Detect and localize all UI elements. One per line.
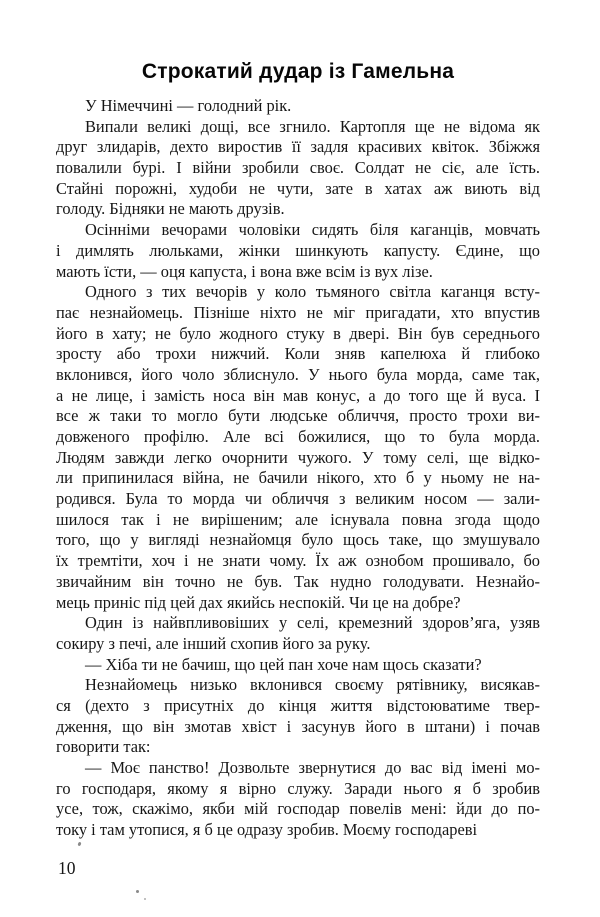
paragraph	[56, 96, 540, 117]
text-line: мають їсти, — оця капуста, і вона вже всім із вух лізе.	[56, 261, 433, 281]
text-line: Незнайомець низько вклонився своєму рятівнику, висякав-	[85, 675, 540, 695]
paragraph	[56, 675, 540, 758]
text-line: їх тремтіти, хоч і не знати чому. Їх аж ознобом прошивало, бо	[56, 551, 540, 571]
text-line: дження, що він змотав хвіст і засунув його в штани) і почав	[56, 716, 540, 736]
scan-speck	[77, 842, 81, 847]
text-line: повалили бурі. І війни зробили своє. Солдат не сіє, але їсть.	[56, 158, 540, 178]
text-line: зросту або трохи нижчий. Коли зняв капелюха й глибоко	[56, 344, 540, 364]
paragraph	[56, 655, 540, 676]
paragraph	[56, 220, 540, 282]
text-line: — Хіба ти не бачиш, що цей пан хоче нам щось сказати?	[85, 654, 482, 674]
text-line: його в хату; не було жодного стуку в двері. Він був середнього	[56, 323, 540, 343]
scan-speck	[136, 890, 139, 893]
paragraph	[56, 282, 540, 613]
text-line: — Моє панство! Дозвольте звернутися до вас від імені мо-	[85, 758, 540, 777]
text-line: друг злидарів, дехто виростив її задля красивих квіток. Збіжжя	[56, 137, 540, 157]
text-line: довженого профілю. Але всі божилися, що то була морда.	[56, 427, 540, 446]
text-line: усе, тож, скажімо, якби мій господар повелів мені: йди до по-	[56, 799, 540, 819]
text-line: родився. Була то морда чи обличчя з великим носом — зали-	[56, 489, 540, 509]
text-line: ли припинилася війна, не бачили нікого, хто б у ньому не на-	[56, 468, 540, 488]
text-line: говорити так:	[56, 737, 151, 757]
text-line: Один із найвпливовіших у селі, кремезний здоров’яга, узяв	[85, 613, 540, 633]
text-line: того, що у вигляді незнайомця було щось таке, що змушувало	[56, 530, 540, 550]
text-line: Осінніми вечорами чоловіки сидять біля каганців, мовчать	[85, 220, 540, 240]
paragraph	[56, 613, 540, 654]
text-line: току і там утопися, я б це одразу зробив. Моєму господареві	[56, 820, 478, 840]
text-line: вклонився, його чоло зблиснуло. У нього була морда, саме так,	[56, 364, 540, 384]
paragraph	[56, 758, 540, 841]
text-line: і димлять люльками, жінки шинкують капусту. Єдине, що	[56, 240, 540, 260]
text-line: Стайні порожні, худоби не чути, зате в хатах аж виють від	[56, 178, 540, 198]
paragraph	[56, 117, 540, 220]
text-line: все ж таки то могло бути людське обличчя, просто трохи ви-	[56, 406, 540, 426]
text-line: У Німеччині — голодний рік.	[85, 96, 292, 115]
text-line: звичайним він точно не був. Так нудно голодувати. Незнайо-	[56, 571, 540, 591]
text-line: шилося так і не вирішеним; але існувала повна згода щодо	[56, 509, 540, 529]
text-line: Випали великі дощі, все згнило. Картопля ще не відома як	[85, 116, 540, 136]
page-number: 10	[58, 858, 76, 878]
text-line: пає незнайомець. Пізніше ніхто не міг пригадати, хто впустив	[56, 302, 540, 322]
text-line: Одного з тих вечорів у коло тьмяного світла каганця всту-	[85, 282, 540, 302]
text-line: ся (дехто з присутніх до кінця життя відстоюватиме твер-	[56, 695, 540, 715]
text-line: а не лице, і замість носа він мав конус, а до того ще й вуса. І	[56, 385, 540, 405]
text-line: голоду. Бідняки не мають друзів.	[56, 199, 285, 219]
text-line: сокиру з печі, але інший схопив його за руку.	[56, 633, 371, 653]
text-line: Людям завжди легко очорнити чужого. У тому селі, ще відко-	[56, 447, 540, 467]
scan-speck	[144, 898, 146, 900]
page-title: Строкатий дудар із Гамельна	[141, 60, 455, 83]
text-column	[56, 60, 540, 841]
text-line: мець приніс під цей дах якийсь неспокій. Чи це на добре?	[56, 592, 461, 612]
text-line: го господаря, якому я вірно служу. Заради нього я б зробив	[56, 778, 540, 798]
